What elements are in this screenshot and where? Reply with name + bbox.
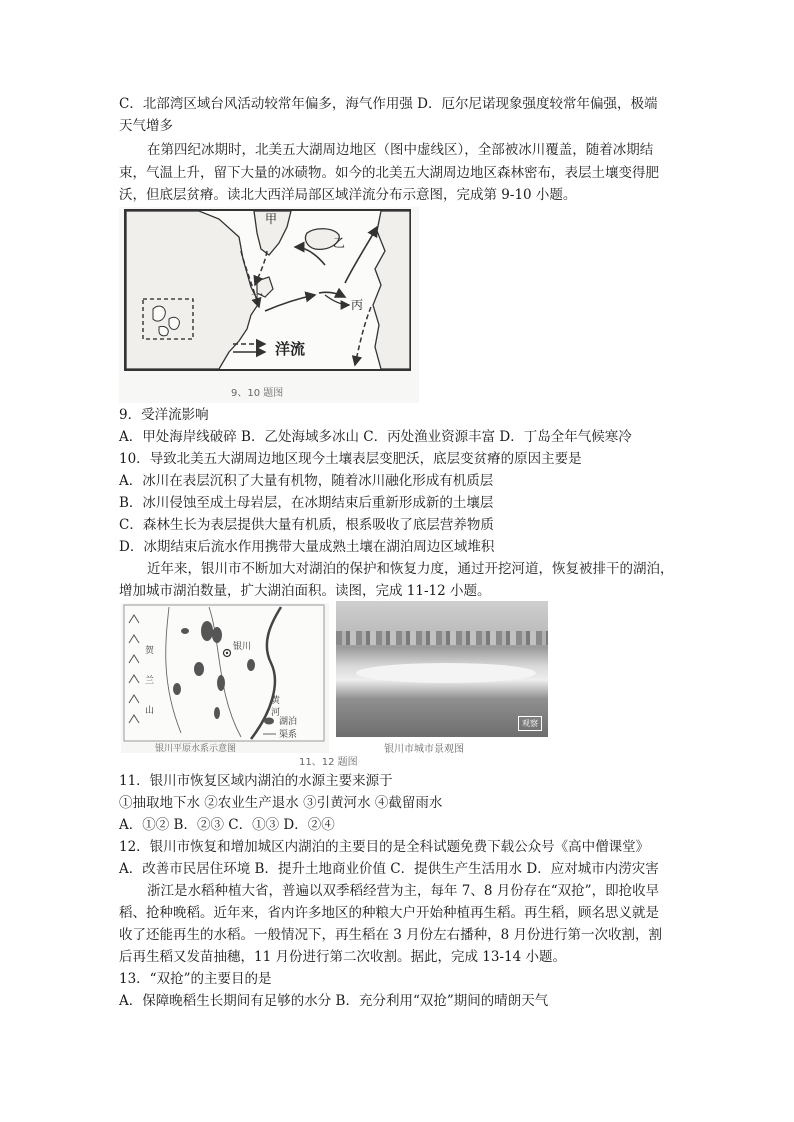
q10-option-d: D．冰期结束后流水作用携带大量成熟土壤在湖泊周边区域堆积 <box>119 539 495 555</box>
q11-items: ①抽取地下水 ②农业生产退水 ③引黄河水 ④截留雨水 <box>119 795 443 811</box>
river-char-1: 黄 <box>271 696 281 706</box>
q13-stem: 13．“双抢”的主要目的是 <box>119 971 272 987</box>
mountain-char-3: 山 <box>145 706 155 716</box>
mountain-char-1: 贺 <box>145 646 155 656</box>
passage-11-12-line2: 增加城市湖泊数量，扩大湖泊面积。读图，完成 11-12 小题。 <box>119 583 491 599</box>
river-char-2: 河 <box>271 708 281 718</box>
photo-watermark: 观察 <box>518 716 542 731</box>
europe-land <box>373 211 410 369</box>
passage-9-10-line2: 束，气温上升，留下大量的冰碛物。如今的北美五大湖周边地区森林密布，表层土壤变得肥 <box>119 165 659 181</box>
ocean-current-map <box>119 207 419 403</box>
mountain-char-2: 兰 <box>145 676 155 686</box>
q11-stem: 11．银川市恢复区域内湖泊的水源主要来源于 <box>119 773 393 789</box>
passage-9-10-line3: 沃，但底层贫瘠。读北大西洋局部区域洋流分布示意图，完成第 9-10 小题。 <box>119 187 577 203</box>
passage-9-10-line1: 在第四纪冰期时，北美五大湖周边地区（图中虚线区），全部被冰川覆盖，随着冰期结 <box>147 142 654 158</box>
q9-stem: 9．受洋流影响 <box>119 407 209 423</box>
q8-option-d-cont: 天气增多 <box>119 118 173 134</box>
legend-lake: 湖泊 <box>279 717 298 727</box>
city-label: 银川 <box>233 642 252 652</box>
q12-stem: 12．银川市恢复和增加城区内湖泊的主要目的是全科试题免费下载公众号《高中僧课堂》 <box>119 839 650 855</box>
q10-option-b: B．冰川侵蚀至成土母岩层，在冰期结束后重新形成新的土壤层 <box>119 495 494 511</box>
legend-channel: 渠系 <box>279 730 298 740</box>
q12-options: A．改善市民居住环境 B．提升土地商业价值 C．提供生产生活用水 D．应对城市内涝灾害 <box>119 861 659 877</box>
q9-options: A．甲处海岸线破碎 B．乙处海域多冰山 C．丙处渔业资源丰富 D．丁岛全年气候寒冷 <box>119 429 632 445</box>
q13-options: A．保障晚稻生长期间有足够的水分 B．充分利用“双抢”期间的晴朗天气 <box>119 993 549 1009</box>
map2-caption-left: 银川平原水系示意图 <box>155 744 237 753</box>
label-yi: 乙 <box>333 236 346 250</box>
passage-11-12-line1: 近年来，银川市不断加大对湖泊的保护和恢复力度，通过开挖河道，恢复被排干的湖泊， <box>147 561 674 577</box>
label-jia: 甲 <box>265 212 278 226</box>
q10-option-a: A．冰川在表层沉积了大量有机物，随着冰川融化形成有机质层 <box>119 473 494 489</box>
map2-caption-center: 11、12 题图 <box>299 757 358 768</box>
map1-caption: 9、10 题图 <box>231 388 284 399</box>
label-ding: 丁 <box>251 292 264 306</box>
yinchuan-city-photo <box>336 601 548 737</box>
yinchuan-water-system-map <box>121 603 329 753</box>
passage-13-14-line2: 稻、抢种晚稻。近年来，省内许多地区的种粮大户开始种植再生稻。再生稻，顾名思义就是 <box>119 905 659 921</box>
q10-option-c: C．森林生长为表层提供大量有机质，根系吸收了底层营养物质 <box>119 517 494 533</box>
q10-stem: 10．导致北美五大湖周边地区现今土壤表层变肥沃，底层变贫瘠的原因主要是 <box>119 451 582 467</box>
q8-option-c-d: C．北部湾区域台风活动较常年偏多，海气作用强 D．厄尔尼诺现象强度较常年偏强，极端 <box>119 96 658 112</box>
legend-text: 洋流 <box>275 340 306 358</box>
q11-options: A．①② B．②③ C．①③ D．②④ <box>119 817 335 833</box>
passage-13-14-line1: 浙江是水稻种植大省，普遍以双季稻经营为主，每年 7、8 月份存在“双抢”，即抢收早 <box>147 883 660 899</box>
label-bing: 丙 <box>351 298 364 312</box>
passage-13-14-line3: 收了还能再生的水稻。一般情况下，再生稻在 3 月份左右播种，8 月份进行第一次收割，割 <box>119 927 663 943</box>
legend-lake-symbol <box>264 718 274 725</box>
map2-caption-right: 银川市城市景观图 <box>384 744 464 755</box>
passage-13-14-line4: 后再生稻又发苗抽穗，11 月份进行第二次收割。据此，完成 13-14 小题。 <box>119 949 566 965</box>
